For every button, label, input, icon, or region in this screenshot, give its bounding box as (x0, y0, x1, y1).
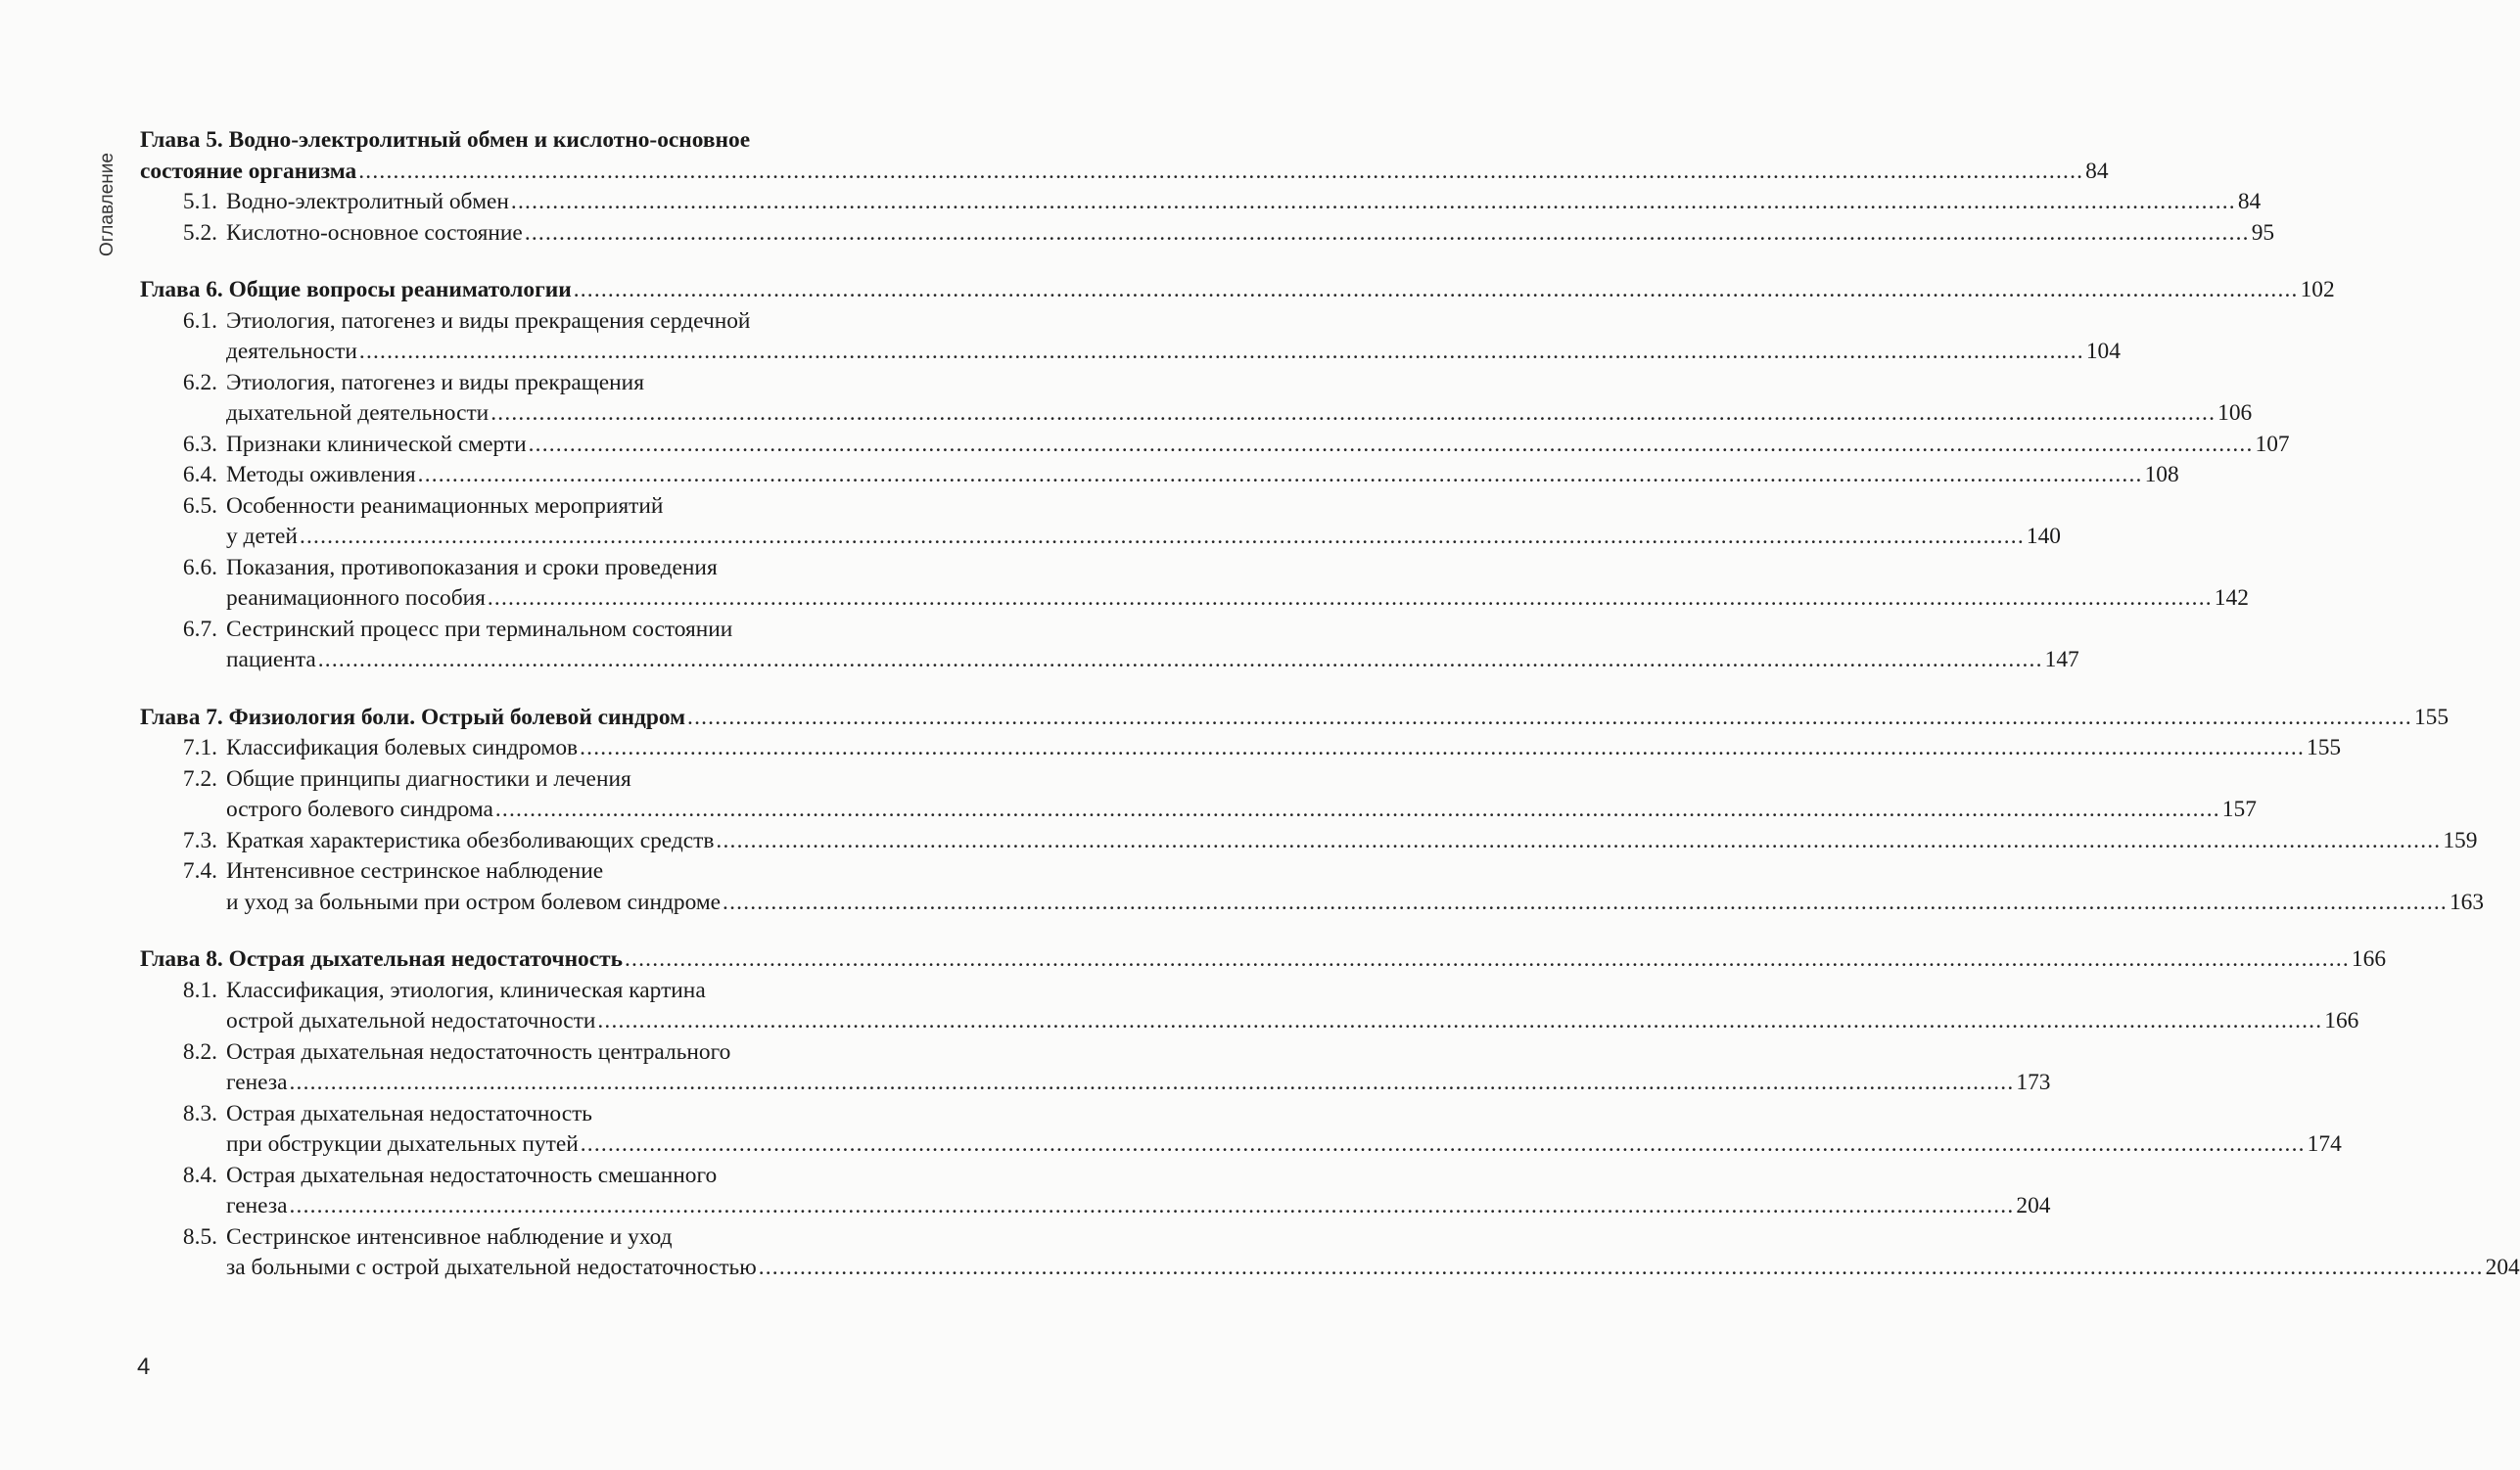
toc-line[interactable] (226, 398, 2252, 430)
section-body (226, 733, 2341, 764)
section-entry[interactable] (140, 1099, 2342, 1161)
section-number: 5.1. (182, 189, 217, 214)
section-number: 5.2. (182, 219, 217, 246)
section-entry[interactable] (140, 491, 2061, 553)
section-entry[interactable] (140, 306, 2121, 368)
section-entry[interactable] (140, 826, 2478, 857)
entry-title: за больными с острой дыхательной недостаточностью (226, 1255, 757, 1280)
page-ref: 163 (2449, 889, 2485, 915)
section-title-line: Особенности реанимационных мероприятий (226, 492, 664, 519)
entry-title: Глава 7. Физиология боли. Острый болевой синдром (140, 704, 686, 730)
entry-title: генеза (226, 1070, 288, 1095)
page-ref: 159 (2443, 827, 2478, 853)
dot-leader: .......................................................................................................................................................................................................................................................... (510, 189, 2236, 214)
entry-title: Глава 8. Острая дыхательная недостаточность (140, 946, 623, 972)
page-ref: 166 (2324, 1008, 2359, 1034)
section-title-line: Сестринский процесс при терминальном состоянии (226, 616, 733, 642)
section-number: 6.6. (182, 554, 217, 580)
dot-leader: .......................................................................................................................................................................................................................................................... (299, 524, 2025, 549)
section-body (226, 306, 2121, 368)
toc-line[interactable] (226, 337, 2121, 368)
section-body (226, 976, 2358, 1037)
dot-leader: .......................................................................................................................................................................................................................................................... (417, 462, 2143, 487)
section-number: 8.2. (182, 1038, 217, 1065)
section-body (226, 218, 2274, 250)
section-entry[interactable] (140, 430, 2290, 461)
chapter-block (140, 703, 2485, 919)
page-ref: 107 (2255, 431, 2290, 457)
chapter-heading[interactable] (140, 944, 2387, 976)
page-ref: 106 (2217, 400, 2253, 426)
chapter-heading[interactable] (140, 275, 2335, 306)
dot-leader: .......................................................................................................................................................................................................................................................... (580, 1131, 2306, 1157)
section-number: 6.4. (182, 462, 217, 487)
section-number: 7.3. (182, 827, 217, 853)
dot-leader: .......................................................................................................................................................................................................................................................... (716, 827, 2442, 853)
section-body (226, 615, 2079, 676)
section-number: 7.4. (182, 858, 217, 884)
dot-leader: .......................................................................................................................................................................................................................................................... (487, 585, 2213, 611)
dot-leader: .......................................................................................................................................................................................................................................................... (528, 431, 2254, 457)
section-number: 6.3. (182, 431, 217, 457)
section-title-line: Интенсивное сестринское наблюдение (226, 858, 604, 884)
section-entry[interactable] (140, 1222, 2520, 1284)
section-number: 7.2. (182, 765, 217, 792)
entry-title: Признаки клинической смерти (226, 431, 527, 457)
dot-leader: .......................................................................................................................................................................................................................................................... (358, 339, 2084, 364)
entry-title: Глава 6. Общие вопросы реаниматологии (140, 277, 572, 302)
section-body (226, 1037, 2051, 1099)
toc-line[interactable] (140, 944, 2387, 976)
page-ref: 95 (2251, 219, 2275, 246)
toc-line[interactable] (226, 888, 2484, 919)
entry-title: острой дыхательной недостаточности (226, 1008, 596, 1034)
section-body (226, 856, 2484, 918)
entry-title: острого болевого синдрома (226, 797, 493, 822)
page-ref: 166 (2351, 946, 2387, 972)
section-body (226, 826, 2477, 857)
entry-title: Водно-электролитный обмен (226, 189, 509, 214)
page-ref: 157 (2221, 797, 2257, 822)
toc-line[interactable] (226, 187, 2261, 218)
dot-leader: .......................................................................................................................................................................................................................................................... (580, 735, 2306, 760)
toc-line[interactable] (226, 795, 2257, 826)
section-body (226, 368, 2252, 430)
section-body (226, 764, 2257, 826)
dot-leader: .......................................................................................................................................................................................................................................................... (758, 1255, 2484, 1280)
section-title-line: Классификация, этиология, клиническая картина (226, 977, 706, 1003)
section-number: 8.3. (182, 1100, 217, 1126)
toc-line[interactable] (226, 826, 2477, 857)
section-title-line: Этиология, патогенез и виды прекращения сердечной (226, 307, 751, 334)
entry-title: Краткая характеристика обезболивающих средств (226, 827, 715, 853)
dot-leader: .......................................................................................................................................................................................................................................................... (723, 889, 2448, 915)
table-of-contents (140, 125, 2520, 1310)
dot-leader: .......................................................................................................................................................................................................................................................... (358, 158, 2084, 184)
page-ref: 142 (2214, 585, 2249, 611)
section-number: 8.4. (182, 1162, 217, 1188)
toc-line[interactable] (226, 733, 2341, 764)
page-ref: 147 (2044, 647, 2079, 672)
toc-line[interactable] (226, 460, 2179, 491)
toc-line[interactable] (226, 218, 2274, 250)
page-ref: 155 (2413, 704, 2450, 730)
chapter-heading[interactable] (140, 125, 2109, 187)
page-number: 4 (137, 1354, 151, 1380)
toc-line[interactable] (140, 157, 2109, 188)
toc-line[interactable] (140, 275, 2335, 306)
page-ref: 174 (2307, 1131, 2342, 1157)
page-ref: 204 (2485, 1255, 2520, 1280)
section-title-line: Общие принципы диагностики и лечения (226, 765, 631, 792)
section-entry[interactable] (140, 764, 2257, 826)
entry-title: дыхательной деятельности (226, 400, 490, 426)
page-ref: 104 (2085, 339, 2121, 364)
entry-title: деятельности (226, 339, 357, 364)
dot-leader: .......................................................................................................................................................................................................................................................... (524, 219, 2250, 246)
chapter-block (140, 275, 2335, 676)
section-entry[interactable] (140, 1037, 2051, 1099)
section-body (226, 460, 2179, 491)
entry-title: пациента (226, 647, 316, 672)
entry-title: реанимационного пособия (226, 585, 486, 611)
toc-line[interactable] (226, 583, 2249, 615)
dot-leader: .......................................................................................................................................................................................................................................................... (597, 1008, 2323, 1034)
section-title-line: Острая дыхательная недостаточность (226, 1100, 592, 1126)
page-ref: 84 (2085, 158, 2109, 184)
section-entry[interactable] (140, 976, 2359, 1037)
page-ref: 155 (2307, 735, 2342, 760)
section-number: 7.1. (182, 735, 217, 760)
entry-title: Методы оживления (226, 462, 416, 487)
toc-line[interactable] (140, 703, 2450, 734)
section-number: 6.2. (182, 369, 217, 395)
page-ref: 204 (2016, 1193, 2051, 1218)
toc-line[interactable] (226, 1191, 2051, 1222)
toc-line[interactable] (226, 1068, 2051, 1099)
section-number: 6.1. (182, 307, 217, 334)
entry-title: Классификация болевых синдромов (226, 735, 579, 760)
section-body (226, 187, 2261, 218)
dot-leader: .......................................................................................................................................................................................................................................................... (625, 946, 2350, 972)
section-number: 6.7. (182, 616, 217, 642)
section-number: 8.1. (182, 977, 217, 1003)
dot-leader: .......................................................................................................................................................................................................................................................... (289, 1193, 2015, 1218)
dot-leader: .......................................................................................................................................................................................................................................................... (573, 277, 2299, 302)
section-body (226, 1222, 2520, 1284)
entry-title: генеза (226, 1193, 288, 1218)
section-number: 6.5. (182, 492, 217, 519)
section-entry[interactable] (140, 733, 2342, 764)
section-body (226, 491, 2061, 553)
toc-line[interactable] (226, 1129, 2342, 1161)
toc-line[interactable] (226, 1253, 2520, 1284)
section-entry[interactable] (140, 1161, 2051, 1222)
page-ref: 84 (2237, 189, 2262, 214)
page-ref: 173 (2016, 1070, 2051, 1095)
section-entry[interactable] (140, 460, 2179, 491)
chapter-heading[interactable] (140, 703, 2450, 734)
toc-line[interactable] (226, 430, 2290, 461)
section-title-line: Сестринское интенсивное наблюдение и уход (226, 1223, 673, 1250)
section-entry[interactable] (140, 368, 2253, 430)
dot-leader: .......................................................................................................................................................................................................................................................... (687, 704, 2412, 730)
page-ref: 102 (2300, 277, 2335, 302)
dot-leader: .......................................................................................................................................................................................................................................................... (490, 400, 2217, 426)
running-header-label: Оглавление (97, 153, 117, 256)
section-entry[interactable] (140, 856, 2485, 918)
section-entry[interactable] (140, 553, 2249, 615)
section-entry[interactable] (140, 615, 2079, 676)
entry-title: при обструкции дыхательных путей (226, 1131, 579, 1157)
section-title-line: Этиология, патогенез и виды прекращения (226, 369, 644, 395)
dot-leader: .......................................................................................................................................................................................................................................................... (289, 1070, 2015, 1095)
section-body (226, 430, 2290, 461)
page-ref: 108 (2144, 462, 2179, 487)
entry-title: состояние организма (140, 158, 357, 184)
section-body (226, 1161, 2051, 1222)
chapter-block (140, 944, 2520, 1284)
section-entry[interactable] (140, 218, 2275, 250)
section-number: 8.5. (182, 1223, 217, 1250)
chapter-block (140, 125, 2275, 249)
section-body (226, 1099, 2342, 1161)
entry-title: у детей (226, 524, 298, 549)
toc-line[interactable] (226, 1006, 2358, 1037)
chapter-heading-line: Глава 5. Водно-электролитный обмен и кислотно-основное (140, 127, 751, 153)
toc-line[interactable] (226, 645, 2079, 676)
entry-title: и уход за больными при остром болевом синдроме (226, 889, 722, 915)
section-title-line: Показания, противопоказания и сроки проведения (226, 554, 718, 580)
section-entry[interactable] (140, 187, 2262, 218)
dot-leader: .......................................................................................................................................................................................................................................................... (494, 797, 2220, 822)
dot-leader: .......................................................................................................................................................................................................................................................... (317, 647, 2043, 672)
toc-line[interactable] (226, 522, 2061, 553)
section-body (226, 553, 2249, 615)
entry-title: Кислотно-основное состояние (226, 219, 523, 246)
page-ref: 140 (2026, 524, 2061, 549)
section-title-line: Острая дыхательная недостаточность смешанного (226, 1162, 718, 1188)
section-title-line: Острая дыхательная недостаточность центрального (226, 1038, 731, 1065)
